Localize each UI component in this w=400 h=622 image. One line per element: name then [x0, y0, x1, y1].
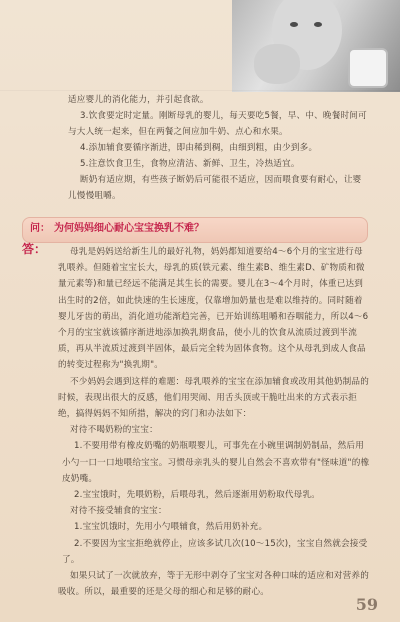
answer-paragraph-1: 母乳是妈妈送给新生儿的最好礼物，妈妈都知道要给4～6个月的宝宝进行母乳喂养。但随着宝宝长大，母乳的质(铁元素、维生素B、维生素D、矿物质和微量元素等)和量已经远不能满足其生长的需要。婴儿在3～4个月时，体重已达到出生时的2倍，如此快速的生长速度，仅靠增加奶量也是难以维持的。同时随着婴儿牙齿的萌出，消化道功能渐趋完善，已开始训练咀嚼和吞咽能力，所以4～6个月的宝宝就该循序渐进地添加换乳期食品，使小儿的饮食从流质过渡到半流质，再从半流质过渡到半固体，最后完全转为固体食物。这个从母乳到成人食品的转变过程称为"换乳期"。 — [58, 247, 369, 371]
top-paragraph-5: 断奶有适应期，有些孩子断奶后可能很不适应，因而喂食要有耐心，让婴儿慢慢咀嚼。 — [68, 175, 362, 202]
top-paragraph-3: 4.添加辅食要循序渐进，即由稀到稠，由细到粗，由少到多。 — [80, 143, 318, 153]
question-label: 问： — [30, 223, 50, 234]
top-paragraph-1: 适应婴儿的消化能力，并引起食欲。 — [68, 95, 209, 105]
baby-eye-left — [290, 22, 298, 27]
answer-item-1: 1.不要用带有橡皮奶嘴的奶瓶喂婴儿，可事先在小碗里调制奶制品，然后用小勺一口一口地喂给宝宝。习惯母亲乳头的婴儿自然会不喜欢带有"怪味道"的橡皮奶嘴。 — [62, 441, 370, 484]
top-paragraph-4: 5.注意饮食卫生，食物应清洁、新鲜、卫生，冷热适宜。 — [80, 159, 300, 169]
answer-label: 答： — [22, 242, 47, 256]
cup-icon — [348, 48, 388, 88]
question-title: 为何妈妈细心耐心宝宝换乳不难？ — [54, 223, 204, 234]
baby-photo — [232, 0, 400, 92]
page-divider — [0, 90, 400, 91]
answer-paragraph-2: 不少妈妈会遇到这样的难题：母乳喂养的宝宝在添加辅食或改用其他奶制品的时候，表现出很大的反感，他们用哭闹、用舌头顶或干脆吐出来的方式表示拒绝，搞得妈妈不知所措，解决的窍门和办法如下： — [58, 376, 369, 420]
answer-item-3: 1.宝宝饥饿时，先用小勺喂辅食，然后用奶补充。 — [74, 522, 268, 533]
answer-body — [58, 244, 370, 600]
page-number: 59 — [355, 595, 378, 614]
answer-subheading-2: 对待不接受辅食的宝宝： — [70, 506, 167, 517]
answer-subheading-1: 对待不喝奶粉的宝宝： — [70, 425, 158, 436]
baby-hand — [254, 44, 300, 84]
baby-eye-right — [314, 22, 322, 27]
answer-item-4: 2.不要因为宝宝拒绝就停止，应该多试几次(10～15次)，宝宝自然就会接受了。 — [62, 538, 368, 565]
answer-item-2: 2.宝宝饿时，先喂奶粉，后喂母乳，然后逐渐用奶粉取代母乳。 — [74, 490, 321, 501]
answer-paragraph-last: 如果只试了一次就放弃，等于无形中剥夺了宝宝对各种口味的适应和对营养的吸收。所以，最重要的还是父母的细心和足够的耐心。 — [58, 571, 369, 598]
top-paragraph-2: 3.饮食要定时定量。刚断母乳的婴儿，每天要吃5餐，早、中、晚餐时间可与大人统一起来，但在两餐之间应加牛奶、点心和水果。 — [68, 111, 367, 138]
